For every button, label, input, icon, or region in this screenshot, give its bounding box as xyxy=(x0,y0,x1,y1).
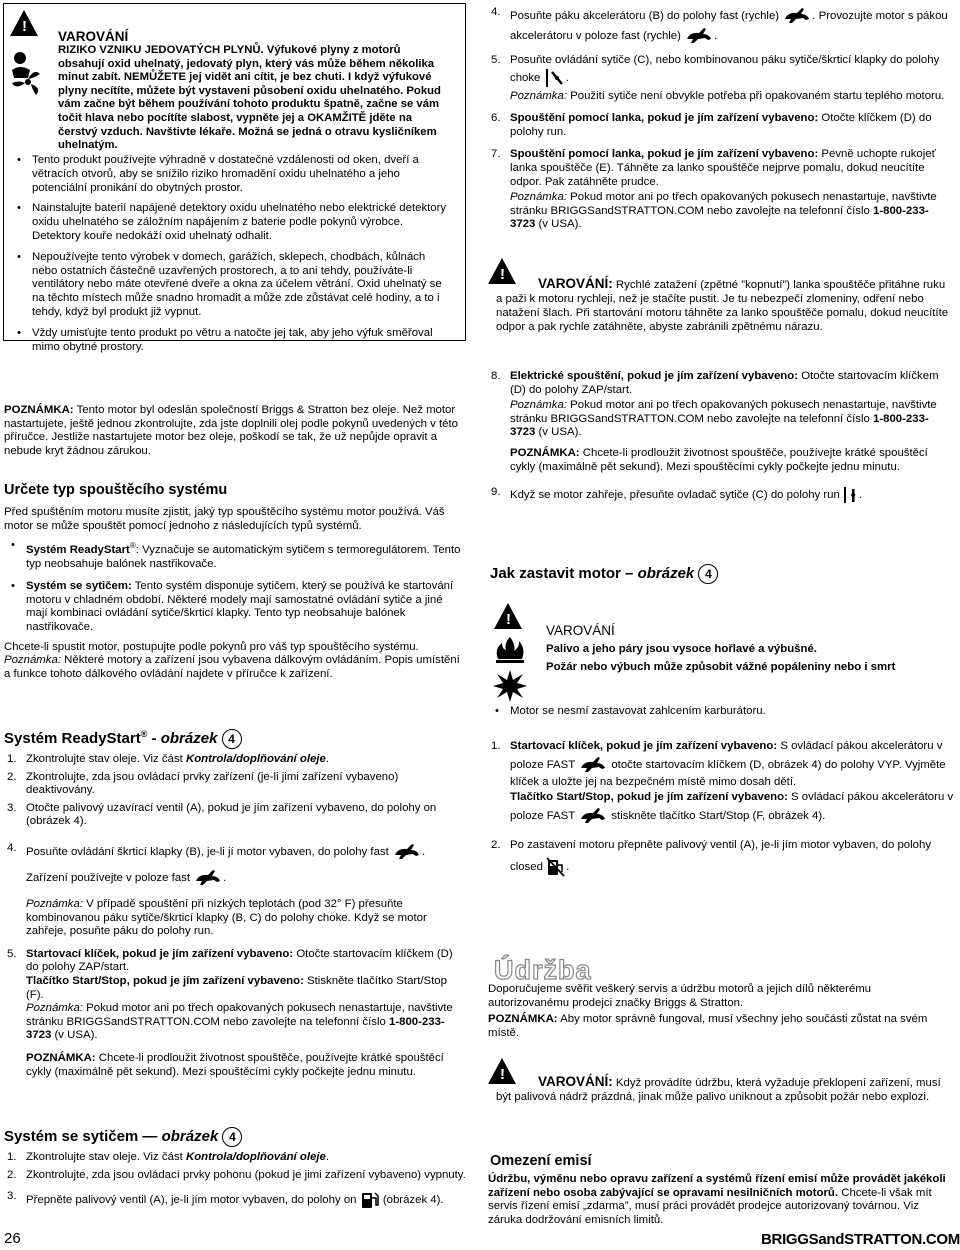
starter-outro: Chcete-li spustit motor, postupujte podle pokynů pro váš typ spouštěcího systému. xyxy=(4,640,419,653)
step-link: Kontrola/doplňování oleje xyxy=(185,753,326,765)
choke-icon xyxy=(544,68,566,88)
step-text: Pevně uchopte rukojeť lanka spouštěče (E). Táhněte za lanko spouštěče nejprve pomalu, dokud neucítíte odpor. Pak zatáhněte prudce. xyxy=(510,148,936,188)
reg-mark: ® xyxy=(140,729,148,739)
step-item-cont: Zařízení používejte v poloze fast . xyxy=(4,868,466,888)
note-label: POZNÁMKA: xyxy=(26,1051,96,1064)
right-steps-top xyxy=(488,6,952,232)
starter-note xyxy=(4,654,466,681)
step-text: Otočte klíčkem (D) do polohy run. xyxy=(510,112,932,138)
step-item: 2. Zkontrolujte, zda jsou ovládací prvky pohonu (pokud je jimi zařízení vybaveno) vypnuty. xyxy=(7,1168,466,1181)
bullet-label: Systém ReadyStart xyxy=(26,543,130,556)
step-item: 6. Spouštění pomocí lanka, pokud je jím zařízení vybaveno: Otočte klíčkem (D) do polohy run. xyxy=(491,112,932,138)
bullet-text: Tento systém disponuje sytičem, který se používá ke startování motoru v chladném období. Některé modely mají samostatné ovládání sytiče a jiné mají kombinaci ovládání sytiče/škrticí klapky. Tento typ neobsahuje balónek nastřikovače. xyxy=(26,580,454,633)
step-item: 7. Spouštění pomocí lanka, pokud je jím zařízení vybaveno: Pevně uchopte rukojeť lanka spouštěče (E). Táhněte za lanko spouštěče nejprve pomalu, dokud neucítíte odpor. Pak zatáhněte prudce. xyxy=(491,148,936,188)
phone-number: 1-800-233-3723 xyxy=(510,204,929,231)
step-text: Posuňte páku akcelerátoru (B) do polohy fast (rychle) xyxy=(510,10,780,23)
step-link: Kontrola/doplňování oleje xyxy=(185,1151,326,1163)
bullet-label: Systém se sytičem: xyxy=(26,580,132,593)
readystart-steps xyxy=(4,753,466,1079)
step-text: Zkontrolujte, zda jsou ovládací prvky pohonu (pokud je jimi zařízení vybaveno) vypnuty. xyxy=(26,1168,466,1181)
maintenance-section xyxy=(488,983,954,1040)
warning-line: vám začne být během používání tohoto produktu špatně, začne se vám xyxy=(58,98,440,111)
warning-line: plyny necítíte, můžete být vystaveni působení oxidu uhelnatého. Pokud xyxy=(58,84,441,97)
note-text: Chcete-li prodloužit životnost spouštěče, používejte krátké spouštěcí cykly (maximálně pět sekund). Mezi spouštěcími cykly počkejte jednu minutu. xyxy=(510,446,928,473)
step-text: . Provozujte motor s pákou akcelerátoru v poloze fast (rychle) xyxy=(510,10,948,43)
rabbit-fast-icon xyxy=(578,806,608,826)
step-note xyxy=(488,399,952,440)
rabbit-fast-icon xyxy=(193,868,223,888)
explosion-icon xyxy=(492,669,528,703)
warning-line: Palivo a jeho páry jsou vysoce hořlavé a výbušné. xyxy=(546,643,817,655)
heading-sep: – xyxy=(620,565,638,582)
warning-line: točit hlava nebo pocítíte slabost, vypněte jej a OKAMŽITĚ jděte na xyxy=(58,111,413,124)
warning-bullets xyxy=(10,154,450,354)
note-text: Aby motor správně fungoval, musí všechny jeho součásti zůstat na svém místě. xyxy=(488,1013,928,1039)
heading-sep: — xyxy=(138,1128,162,1145)
exhaust-fan-icon xyxy=(6,44,48,96)
step-label: Tlačítko Start/Stop, pokud je jím zařízení vybaveno: xyxy=(510,791,788,804)
step-text: Zařízení používejte v poloze fast xyxy=(26,871,190,884)
note-text: Chcete-li prodloužit životnost spouštěče, používejte krátké spouštěcí cykly (maximálně pět sekund). Mezi spouštěcími cykly počkejte jednu minutu. xyxy=(26,1051,444,1078)
fuel-pump-icon xyxy=(360,1190,380,1210)
figure-number-badge: 4 xyxy=(222,729,242,749)
carbon-monoxide-warning-box xyxy=(3,3,466,353)
emissions-plain: Chcete-li však mít servis řízení emisí „zdarma”, musí práci provádět prodejce autorizovaný továrnou. Viz záruka dodržování emisních limitů. xyxy=(488,1186,932,1226)
step-note xyxy=(4,1002,466,1043)
emissions-bold: Údržbu, výměnu nebo opravu zařízení a systémů řízení emisí může provádět jakékoli zařízení nebo osoba zabývající se opravami nesilničních motorů. xyxy=(488,1173,946,1199)
bullet-item: • Nepoužívejte tento výrobek v domech, garážích, sklepech, chodbách, kůlnách nebo ostatních částečně uzavřených prostorech, a to ani tehdy, používáte-li ventilátory nebo máte otevřené dveře a okna za účelem větrání. Oxid uhelnatý se na těchto místech může snadno hromadit a může zde zůstávat celé hodiny, a to i tehdy, když byl produkt již vypnut. xyxy=(10,251,450,320)
note-label: Poznámka: xyxy=(26,1002,83,1015)
step-note xyxy=(488,447,952,474)
step-text: Posuňte ovládání škrticí klapky (B), je-li jí motor vybaven, do polohy fast xyxy=(26,845,389,858)
step-item: 1. Startovací klíček, pokud je jím zařízení vybaveno: S ovládací pákou akcelerátoru v poloze FAST otočte startovacím klíčkem (D, obrázek 4) do polohy VYP. Vyjměte klíček a uložte jej na bezpečném místě mimo dosah dětí. Tlačítko Start/Stop, pokud je jím zařízení vybaveno: S ovládací pákou akcelerátoru v poloze FAST stiskněte tlačítko Start/Stop (F, obrázek 4). xyxy=(488,739,954,826)
step-item: 2. Po zastavení motoru přepněte palivový ventil (A), je-li jím motor vybaven, do polohy closed . xyxy=(488,834,954,878)
emissions-text xyxy=(488,1173,954,1227)
starter-heading: Určete typ spouštěcího systému xyxy=(4,482,228,498)
maintenance-text: Doporučujeme svěřit veškerý servis a údržbu motorů a jejich dílů některému autorizovanému prodejci značky Briggs & Stratton. xyxy=(488,983,872,1009)
warning-title: VAROVÁNÍ xyxy=(546,623,615,638)
step-label: Startovací klíček, pokud je jím zařízení vybaveno: xyxy=(26,947,294,960)
brand-footer: BRIGGSandSTRATTON.COM xyxy=(761,1231,960,1248)
step-label: Spouštění pomocí lanka, pokud je jím zařízení vybaveno: xyxy=(510,148,819,161)
fire-icon xyxy=(492,635,528,665)
readystart-heading xyxy=(4,729,242,749)
step-note xyxy=(4,898,466,939)
step-text: Otočte startovacím klíčkem (D) do polohy ZAP/start. xyxy=(26,947,453,974)
step-item: 5. Startovací klíček, pokud je jím zařízení vybaveno: Otočte startovacím klíčkem (D) do polohy ZAP/start. Tlačítko Start/Stop, pokud je jím zařízení vybaveno: Stiskněte tlačítko Start/Stop (F). xyxy=(7,947,453,1001)
rabbit-fast-icon xyxy=(392,842,422,862)
step-item: 4. Posuňte páku akcelerátoru (B) do polohy fast (rychle) . Provozujte motor s pákou akcelerátoru v poloze fast (rychle) . xyxy=(488,6,952,46)
step-text: Zkontrolujte stav oleje. Viz část xyxy=(26,1151,186,1163)
note-label: POZNÁMKA: xyxy=(488,1013,558,1026)
note-text: (v USA). xyxy=(535,426,582,439)
choke-steps xyxy=(4,1151,466,1210)
note-text: Pokud motor ani po třech opakovaných pokusech nenastartuje, navštivte stránku BRIGGSandSTRATTON.COM nebo zavolejte na telefonní číslo xyxy=(510,191,937,217)
step-item: 9. Když se motor zahřeje, přesuňte ovladač sytiče (C) do polohy run . xyxy=(488,486,952,504)
step-text: Otočte startovacím klíčkem (D) do polohy ZAP/start. xyxy=(510,370,939,396)
note-text: (v USA). xyxy=(535,218,582,231)
step-text: Stiskněte tlačítko Start/Stop (F). xyxy=(26,974,447,1001)
warning-title: VAROVÁNÍ xyxy=(58,29,129,44)
step-text: Přepněte palivový ventil (A), je-li jím motor vybaven, do polohy on xyxy=(26,1194,357,1207)
warning-triangle-icon: ! xyxy=(488,1058,516,1084)
heading-text: Systém se sytičem xyxy=(4,1128,139,1145)
reg-mark: ® xyxy=(129,541,136,551)
figure-label: obrázek xyxy=(161,1128,219,1145)
stop-engine-heading xyxy=(490,564,718,584)
warning-line: minut zabít. NEMŮŽETE jej vidět ani cítit, je bez chuti. I když výfukové xyxy=(58,71,432,84)
page-number: 26 xyxy=(4,1230,21,1247)
warning-triangle-icon: ! xyxy=(494,603,522,629)
warning-title: VAROVÁNÍ: xyxy=(538,276,613,291)
warning-line: obsahují oxid uhelnatý, jedovatý plyn, který vás může během několika xyxy=(58,57,435,70)
step-text: Zkontrolujte stav oleje. Viz část xyxy=(26,753,186,765)
emissions-heading: Omezení emisí xyxy=(490,1153,592,1169)
bullet-item: • Motor se nesmí zastavovat zahlcením karburátoru. xyxy=(488,704,960,719)
note-label: Poznámka: xyxy=(510,191,567,204)
warning-line: čerstvý vzduch. Navštivte lékaře. Možná se jedná o otravu kysličníkem xyxy=(58,125,437,138)
figure-label: obrázek xyxy=(637,565,695,582)
step-item: 1. Zkontrolujte stav oleje. Viz část Kontrola/doplňování oleje. xyxy=(7,1151,329,1163)
step-text: Posuňte ovládání sytiče (C), nebo kombinovanou páku sytiče/škrticí klapky do polohy choke xyxy=(510,54,940,84)
note-text: (v USA). xyxy=(51,1029,98,1042)
warning-line: RIZIKO VZNIKU JEDOVATÝCH PLYNŮ. Výfukové plyny z motorů xyxy=(58,44,401,56)
step-text: otočte startovacím klíčkem (D, obrázek 4) do polohy VYP. Vyjměte klíček a uložte jej na bezpečném místě mimo dosah dětí. xyxy=(510,758,946,788)
rabbit-fast-icon xyxy=(578,755,608,775)
warning-line: uhelnatým. xyxy=(58,139,118,152)
phone-number: 1-800-233-3723 xyxy=(510,412,929,439)
note-label: POZNÁMKA: xyxy=(510,446,580,459)
step-text: S ovládací pákou akcelerátoru v poloze FAST xyxy=(510,791,954,822)
stop-steps xyxy=(488,739,954,878)
bullet-text: : Vyznačuje se automatickým sytičem s termoregulátorem. Tento typ neobsahuje balónek nastřikovače. xyxy=(26,543,461,570)
step-label: Startovací klíček, pokud je jím zařízení vybaveno: xyxy=(510,740,778,752)
step-text: (obrázek 4). xyxy=(379,1194,444,1207)
maintenance-note xyxy=(488,1013,954,1040)
fuel-closed-icon xyxy=(546,857,566,877)
step-note xyxy=(4,1052,466,1079)
note-label: POZNÁMKA: xyxy=(4,404,74,416)
note-text: Pokud motor ani po třech opakovaných pokusech nenastartuje, navštivte stránku BRIGGSandSTRATTON.COM nebo zavolejte na telefonní číslo xyxy=(510,399,937,425)
heading-sep: - xyxy=(147,730,161,747)
note-text: Tento motor byl odeslán společností Briggs & Stratton bez oleje. Než motor nastartujete, ještě jednou zkontrolujte, zda jste doplnili olej podle pokynů uvedených v této příručce. Jestliže nastartujete motor bez oleje, poškodí se tak, že už nepůjde opravit a nebude kryt žádnou zárukou. xyxy=(4,404,459,457)
step-text: Otočte palivový uzavírací ventil (A), pokud je jím zařízení vybaveno, do polohy on (obrázek 4). xyxy=(26,801,437,828)
rabbit-fast-icon xyxy=(782,6,812,26)
step-label: Elektrické spouštění, pokud je jím zařízení vybaveno: xyxy=(510,370,799,382)
phone-number: 1-800-233-3723 xyxy=(26,1015,445,1042)
step-text: S ovládací pákou akcelerátoru v poloze FAST xyxy=(510,740,943,771)
step-item: 1. Zkontrolujte stav oleje. Viz část Kontrola/doplňování oleje. xyxy=(7,753,329,765)
starter-bullet-readystart xyxy=(4,539,466,571)
bullet-item: • Nainstalujte baterií napájené detektory oxidu uhelnatého nebo elektrické detektory oxidu uhelnatého se záložním napájením z baterie podle pokynů výrobce. Detektory kouře nedokáží oxid uhelnatý odhalit. xyxy=(10,202,450,243)
step-text: stiskněte tlačítko Start/Stop (F, obrázek 4). xyxy=(608,809,826,822)
note-label: Poznámka: xyxy=(4,654,61,667)
note-text: Použití sytiče není obvykle potřeba při opakovaném startu teplého motoru. xyxy=(566,89,945,102)
step-item: 2. Zkontrolujte, zda jsou ovládací prvky zařízení (je-li jimi zařízení vybaveno) deaktivovány. xyxy=(7,770,399,797)
step-item: 3. Přepněte palivový ventil (A), je-li jím motor vybaven, do polohy on (obrázek 4). xyxy=(4,1190,466,1210)
step-text: Po zastavení motoru přepněte palivový ventil (A), je-li jím motor vybaven, do polohy closed xyxy=(510,838,932,873)
note-text: Pokud motor ani po třech opakovaných pokusech nenastartuje, navštivte stránku BRIGGSandSTRATTON.COM nebo zavolejte na telefonní číslo xyxy=(26,1002,453,1028)
figure-label: obrázek xyxy=(160,730,218,747)
step-note xyxy=(488,191,952,232)
starter-intro: Před spuštěním motoru musíte zjistit, jaký typ spouštěcího systému motor používá. Váš motor se může spouštět pomocí jednoho z následujících typů systémů. xyxy=(4,506,445,532)
warning-title: VAROVÁNÍ: xyxy=(538,1074,613,1089)
step-item: 3. Otočte palivový uzavírací ventil (A), pokud je jím zařízení vybaveno, do polohy on (obrázek 4). xyxy=(7,801,437,828)
warning-triangle-icon: ! xyxy=(488,258,516,284)
note-text: Některé motory a zařízení jsou vybavena dálkovým ovládáním. Popis umístění a funkce tohoto dálkového ovládání najdete v příručce k zařízení. xyxy=(4,654,460,680)
no-oil-note xyxy=(4,404,466,458)
step-label: Spouštění pomocí lanka, pokud je jím zařízení vybaveno: xyxy=(510,112,819,125)
kickback-warning xyxy=(496,277,952,334)
starter-bullet-choke xyxy=(4,580,466,634)
maintenance-heading: Údržba xyxy=(494,955,592,985)
tilt-warning xyxy=(496,1075,952,1104)
bullet-item: • Tento produkt používejte výhradně v dostatečné vzdálenosti od oken, dveří a větracích otvorů, aby se snížilo riziko hromadění oxidu uhelnatého a jeho potenciální pronikání do obytných prostor. xyxy=(10,154,450,195)
figure-number-badge: 4 xyxy=(698,564,718,584)
step-text: Když se motor zahřeje, přesuňte ovladač sytiče (C) do polohy run xyxy=(510,489,840,502)
step-item: 5. Posuňte ovládání sytiče (C), nebo kombinovanou páku sytiče/škrticí klapky do polohy choke . xyxy=(488,54,952,88)
run-icon xyxy=(843,486,859,504)
step-item: 4. Posuňte ovládání škrticí klapky (B), je-li jí motor vybaven, do polohy fast . xyxy=(4,842,466,862)
warning-text xyxy=(58,44,463,153)
starter-section xyxy=(4,506,466,681)
figure-number-badge: 4 xyxy=(222,1127,242,1147)
warning-line: Požár nebo výbuch může způsobit vážné popáleniny nebo i smrt xyxy=(546,661,896,673)
warning-triangle-icon: ! xyxy=(10,10,38,36)
step-item: 8. Elektrické spouštění, pokud je jím zařízení vybaveno: Otočte startovacím klíčkem (D) do polohy ZAP/start. xyxy=(491,370,939,396)
right-steps-mid xyxy=(488,370,952,504)
rabbit-fast-icon xyxy=(684,26,714,46)
note-text: V případě spouštění při nízkých teplotách (pod 32° F) přesuňte kombinovanou páku sytiče/škrticí klapky (B, C) do polohy choke. Když se motor zahřeje, posuňte páku do polohy run. xyxy=(26,897,427,938)
choke-system-heading xyxy=(4,1127,242,1147)
step-note xyxy=(488,90,952,104)
note-label: Poznámka: xyxy=(510,399,567,412)
heading-text: Jak zastavit motor xyxy=(490,565,621,582)
step-text: Zkontrolujte, zda jsou ovládací prvky zařízení (je-li jimi zařízení vybaveno) deaktivovány. xyxy=(26,770,399,797)
bullet-item: • Vždy umisťujte tento produkt po větru a natočte jej tak, aby jeho výfuk směřoval mimo obytné prostory. xyxy=(10,327,450,355)
warning-text: Když provádíte údržbu, která vyžaduje překlopení zařízení, musí být palivová nádrž prázdná, jinak může palivo uniknout a způsobit požár nebo explozi. xyxy=(496,1077,941,1103)
step-label: Tlačítko Start/Stop, pokud je jím zařízení vybaveno: xyxy=(26,974,304,987)
warning-text: Rychlé zatažení (zpětné ”kopnutí”) lanka spouštěče přitáhne ruku a paži k motoru rychleji, než je stačíte pustit. Je tu nebezpečí zlomeniny, odření nebo natažení šlach. Při startování motoru táhněte za lanko spouštěče pomalu, dokud neucítíte odpor a pak rychle zatáhněte, abyste zabránili zpětnému nárazu. xyxy=(496,279,949,333)
note-label: Poznámka: xyxy=(510,89,567,102)
heading-text: Systém ReadyStart xyxy=(4,730,141,747)
note-label: Poznámka: xyxy=(26,897,83,910)
